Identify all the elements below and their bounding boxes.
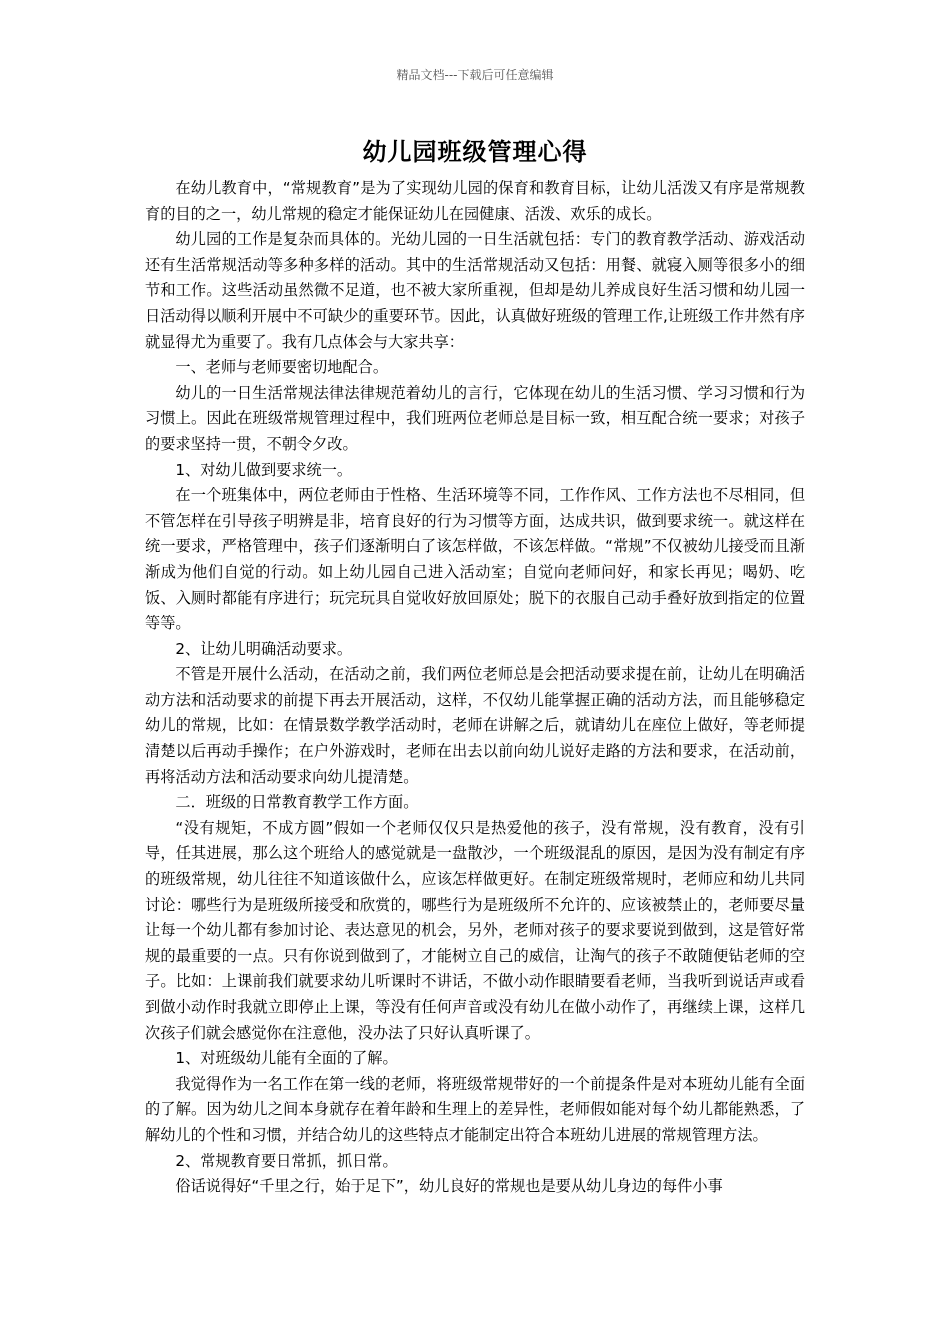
section-heading: 二．班级的日常教育教学工作方面。 (175, 793, 419, 812)
paragraph: 在幼儿教育中，“常规教育”是为了实现幼儿园的保育和教育目标，让幼儿活泼又有序是常规教育的目的之一，幼儿常规的稳定才能保证幼儿在园健康、活泼、欢乐的成长。 (145, 179, 805, 223)
paragraph: 我觉得作为一名工作在第一线的老师，将班级常规带好的一个前提条件是对本班幼儿能有全面的了解。因为幼儿之间本身就存在着年龄和生理上的差异性，老师假如能对每个幼儿都能熟悉，了解幼儿的个性和习惯，并结合幼儿的这些特点才能制定出符合本班幼儿进展的常规管理方法。 (145, 1074, 805, 1144)
page-header: 精品文档---下载后可任意编辑 (396, 68, 554, 82)
section-heading: 一、老师与老师要密切地配合。 (175, 358, 389, 377)
subsection-heading: 2、常规教育要日常抓，抓日常。 (175, 1151, 398, 1170)
paragraph: 不管是开展什么活动，在活动之前，我们两位老师总是会把活动要求提在前，让幼儿在明确活动方法和活动要求的前提下再去开展活动，这样，不仅幼儿能掌握正确的活动方法，而且能够稳定幼儿的常规，比如：在情景数学教学活动时，老师在讲解之后，就请幼儿在座位上做好，等老师提清楚以后再动手操作；在户外游戏时，老师在出去以前向幼儿说好走路的方法和要求，在活动前，再将活动方法和活动要求向幼儿提清楚。 (145, 665, 805, 786)
paragraph: “没有规矩，不成方圆”假如一个老师仅仅只是热爱他的孩子，没有常规，没有教育，没有引导，任其进展，那么这个班给人的感觉就是一盘散沙，一个班级混乱的原因，是因为没有制定有序的班级常规，幼儿往往不知道该做什么，应该怎样做更好。在制定班级常规时，老师应和幼儿共同讨论：哪些行为是班级所接受和欣赏的，哪些行为是班级所不允许的、应该被禁止的，老师要尽量让每一个幼儿都有参加讨论、表达意见的机会，另外，老师对孩子的要求要说到做到，这是管好常规的最重要的一点。只有你说到做到了，才能树立自己的威信，让淘气的孩子不敢随便钻老师的空子。比如：上课前我们就要求幼儿听课时不讲话，不做小动作眼睛要看老师，当我听到说话声或看到做小动作时我就立即停止上课，等没有任何声音或没有幼儿在做小动作了，再继续上课，这样几次孩子们就会感觉你在注意他，没办法了只好认真听课了。 (145, 818, 805, 1042)
subsection-heading: 1、对班级幼儿能有全面的了解。 (175, 1049, 398, 1068)
paragraph: 俗话说得好“千里之行，始于足下”，幼儿良好的常规也是要从幼儿身边的每件小事 (175, 1177, 723, 1196)
subsection-heading: 2、让幼儿明确活动要求。 (175, 639, 353, 658)
paragraph: 幼儿的一日生活常规法律法律规范着幼儿的言行，它体现在幼儿的生活习惯、学习习惯和行为习惯上。因此在班级常规管理过程中，我们班两位老师总是目标一致，相互配合统一要求；对孩子的要求坚持一贯，不朝令夕改。 (145, 383, 805, 453)
paragraph: 在一个班集体中，两位老师由于性格、生活环境等不同，工作作风、工作方法也不尽相同，但不管怎样在引导孩子明辨是非，培育良好的行为习惯等方面，达成共识，做到要求统一。就这样在统一要求，严格管理中，孩子们逐渐明白了该怎样做，不该怎样做。“常规”不仅被幼儿接受而且渐渐成为他们自觉的行动。如上幼儿园自己进入活动室；自觉向老师问好，和家长再见；喝奶、吃饭、入厕时都能有序进行；玩完玩具自觉收好放回原处；脱下的衣服自己动手叠好放到指定的位置等等。 (145, 486, 805, 633)
document-body (145, 176, 805, 1200)
document-title: 幼儿园班级管理心得 (362, 138, 588, 166)
subsection-heading: 1、对幼儿做到要求统一。 (175, 460, 353, 479)
paragraph: 幼儿园的工作是复杂而具体的。光幼儿园的一日生活就包括：专门的教育教学活动、游戏活动还有生活常规活动等多种多样的活动。其中的生活常规活动又包括：用餐、就寝入厕等很多小的细节和工作。这些活动虽然微不足道，也不被大家所重视，但却是幼儿养成良好生活习惯和幼儿园一日活动得以顺利开展中不可缺少的重要环节。因此，认真做好班级的管理工作,让班级工作井然有序就显得尤为重要了。我有几点体会与大家共享： (145, 230, 805, 351)
